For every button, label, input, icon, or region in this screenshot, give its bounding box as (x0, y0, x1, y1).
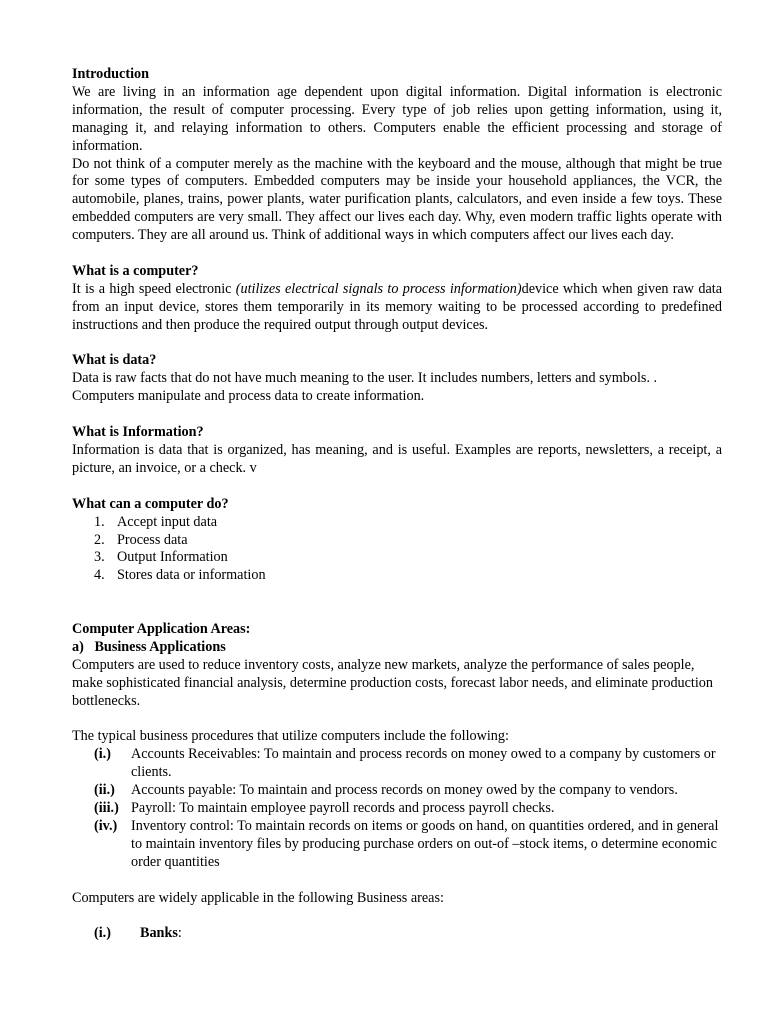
list-text: Payroll: To maintain employee payroll records and process payroll checks. (131, 800, 555, 817)
banks-colon: : (177, 925, 182, 942)
list-number: 3. (94, 549, 105, 566)
list-item (72, 549, 722, 567)
can-do-list (72, 514, 722, 586)
list-text: Process data (117, 531, 188, 548)
procedures-list (72, 746, 722, 871)
business-paragraph-2: The typical business procedures that utilize computers include the following: (72, 728, 509, 745)
business-subheading (72, 639, 722, 657)
list-number: (i.) (94, 746, 111, 763)
list-item (72, 567, 722, 585)
list-item (72, 532, 722, 550)
computer-text-italic: (utilizes electrical signals to process information) (235, 280, 522, 297)
list-text: Output Information (117, 549, 228, 566)
list-item (72, 818, 722, 872)
list-text: Accept input data (117, 513, 218, 530)
intro-paragraph-2: Do not think of a computer merely as the machine with the keyboard and the mouse, although that might be true for some types of computers. Embedded computers may be inside your household appliances, the VCR, the automobile, planes, trains, power plants, water purification plants, calculators, and even inside a few toys. These embedded computers are very small. They affect our lives each day. Why, even modern traffic lights operate with computers. They are all around us. Think of additional ways in which computers affect our lives each day. (72, 155, 722, 244)
sub-label: a) (72, 638, 84, 655)
spacer (72, 603, 722, 621)
sub-title: Business Applications (94, 638, 226, 655)
list-item (72, 782, 722, 800)
spacer (72, 406, 722, 424)
list-text: Accounts payable: To maintain and process records on money owed by the company to vendors. (131, 782, 678, 799)
list-text: Inventory control: To maintain records on items or goods on hand, on quantities ordered, and in general to maintain inventory files by producing purchase orders on out-of –stock items, o determine economic order quantities (131, 817, 719, 870)
list-text: Accounts Receivables: To maintain and process records on money owed to a company by customers or clients. (131, 746, 716, 781)
banks-label: Banks (140, 925, 178, 942)
computer-heading: What is a computer? (72, 262, 199, 279)
business-paragraph-1: Computers are used to reduce inventory costs, analyze new markets, analyze the performance of sales people, make sophisticated financial analysis, determine production costs, forecast labor needs, and eliminate production bottlenecks. (72, 656, 713, 709)
list-number: (ii.) (94, 782, 115, 799)
banks-item (72, 925, 722, 943)
list-number: (iv.) (94, 817, 118, 834)
areas-heading: Computer Application Areas: (72, 621, 251, 637)
spacer (72, 585, 722, 603)
list-number: 2. (94, 531, 105, 548)
list-number: (i.) (94, 925, 111, 942)
business-paragraph-3: Computers are widely applicable in the following Business areas: (72, 889, 444, 906)
spacer (72, 711, 722, 729)
spacer (72, 872, 722, 890)
computer-paragraph (72, 281, 722, 335)
spacer (72, 335, 722, 353)
spacer (72, 478, 722, 496)
data-paragraph: Data is raw facts that do not have much meaning to the user. It includes numbers, letters and symbols. . Computers manipulate and process data to create information. (72, 370, 658, 405)
list-number: 4. (94, 567, 105, 584)
intro-heading: Introduction (72, 66, 149, 82)
information-paragraph: Information is data that is organized, has meaning, and is useful. Examples are reports, newsletters, a receipt, a picture, an invoice, or a check. v (72, 441, 722, 476)
list-item (72, 746, 722, 782)
list-text: Stores data or information (117, 567, 266, 584)
intro-paragraph-1: We are living in an information age dependent upon digital information. Digital information is electronic information, the result of computer processing. Every type of job relies upon getting information, using it, managing it, and relaying information to others. Computers enable the efficient processing and storage of information. (72, 83, 722, 154)
list-item (72, 800, 722, 818)
list-number: (iii.) (94, 800, 119, 817)
data-heading: What is data? (72, 352, 157, 369)
spacer (72, 907, 722, 925)
list-number: 1. (94, 513, 105, 530)
can-do-heading: What can a computer do? (72, 495, 229, 512)
information-heading: What is Information? (72, 424, 204, 441)
computer-text-start: It is a high speed electronic (72, 280, 236, 297)
list-item (72, 514, 722, 532)
computer-text-end: device which when given raw data from an input device, stores them temporarily in its memory waiting to be processed according to predefined instructions and then produce the required output through output devices. (72, 280, 722, 333)
spacer (72, 245, 722, 263)
